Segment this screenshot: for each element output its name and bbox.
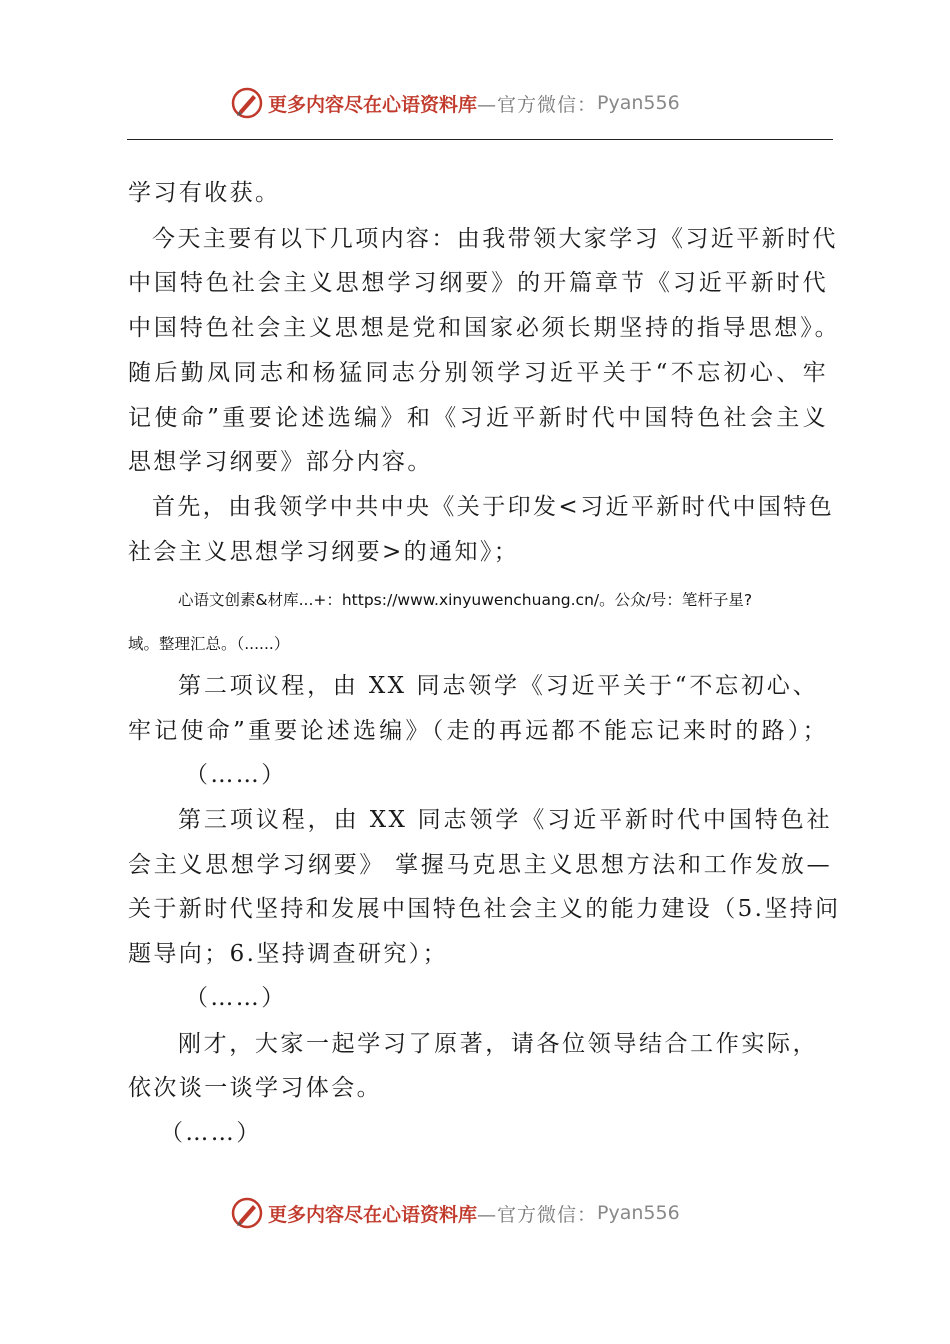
ellipsis-line: （……） <box>160 1120 262 1146</box>
ellipsis-line: （……） <box>185 762 287 788</box>
header-divider <box>127 139 833 140</box>
header-wechat-id: Pyan556 <box>597 92 680 114</box>
text-line: 依次谈一谈学习体会。 <box>128 1075 382 1101</box>
text-line: 第三项议程，由 XX 同志领学《习近平新时代中国特色社 <box>178 807 832 833</box>
header-wechat-label: —官方微信： <box>477 93 598 116</box>
footer-wechat-id: Pyan556 <box>597 1202 680 1224</box>
source-note-line: 域。整理汇总。（......） <box>128 635 290 653</box>
text-line: 会主义思想学习纲要》 掌握马克思主义思想方法和工作发放— <box>128 852 832 878</box>
text-line: 学习有收获。 <box>128 180 281 206</box>
header-brand-name: 更多内容尽在心语资料库 <box>268 93 478 116</box>
pen-logo-icon <box>230 1196 264 1230</box>
text-line: 题导向；6.坚持调查研究）； <box>128 941 449 967</box>
text-line: 首先，由我领学中共中央《关于印发<习近平新时代中国特色 <box>152 494 835 520</box>
footer-brand-name: 更多内容尽在心语资料库 <box>268 1203 478 1226</box>
footer-wechat-label: —官方微信： <box>477 1203 598 1226</box>
text-line: 刚才，大家一起学习了原著，请各位领导结合工作实际， <box>178 1031 818 1057</box>
ellipsis-line: （……） <box>185 985 287 1011</box>
text-line: 记使命”重要论述选编》和《习近平新时代中国特色社会主义 <box>128 405 828 431</box>
text-line: 今天主要有以下几项内容：由我带领大家学习《习近平新时代 <box>152 226 838 252</box>
text-line: 第二项议程，由 XX 同志领学《习近平关于“不忘初心、 <box>178 673 818 699</box>
text-line: 牢记使命”重要论述选编》（走的再远都不能忘记来时的路）； <box>128 718 828 744</box>
source-note-line: 心语文创素&材库...+：https://www.xinyuwenchuang.cn/。公众/号：笔杆子星? <box>178 591 753 609</box>
page-footer <box>230 1196 680 1230</box>
text-line: 思想学习纲要》部分内容。 <box>128 449 433 475</box>
text-line: 中国特色社会主义思想是党和国家必须长期坚持的指导思想》。 <box>128 315 840 341</box>
pen-logo-icon <box>230 86 264 120</box>
text-line: 关于新时代坚持和发展中国特色社会主义的能力建设（5.坚持问 <box>128 896 841 922</box>
text-line: 社会主义思想学习纲要>的通知》； <box>128 539 520 565</box>
page-header <box>230 86 680 120</box>
text-line: 中国特色社会主义思想学习纲要》的开篇章节《习近平新时代 <box>128 270 828 296</box>
text-line: 随后勤凤同志和杨猛同志分别领学习近平关于“不忘初心、牢 <box>128 360 828 386</box>
